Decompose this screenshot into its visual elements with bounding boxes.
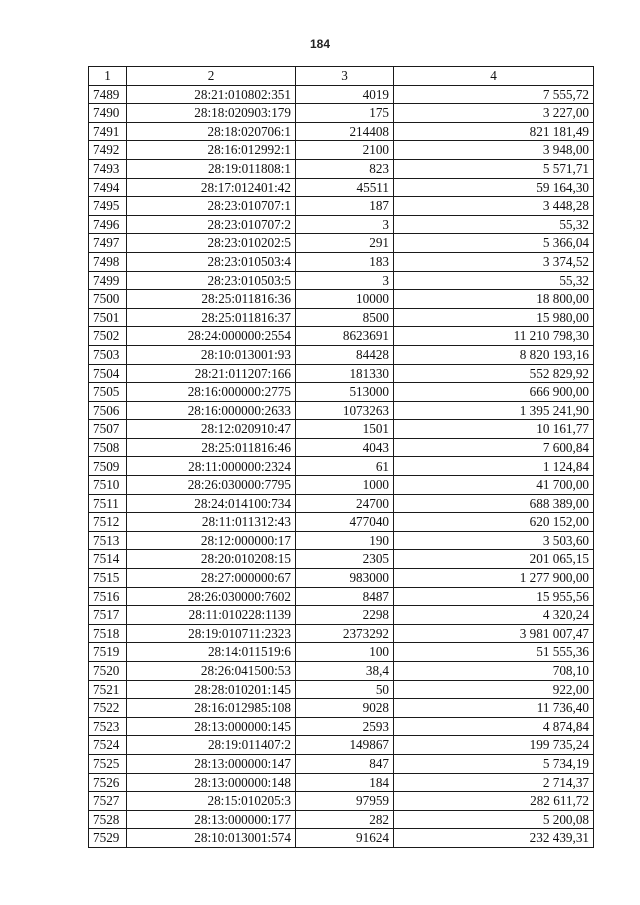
table-row	[89, 829, 594, 848]
row-number: 7492	[89, 141, 127, 160]
table-row	[89, 85, 594, 104]
cost-value: 282 611,72	[394, 792, 594, 811]
header-col-3: 3	[296, 67, 394, 86]
cost-value: 3 503,60	[394, 531, 594, 550]
cadastral-number: 28:21:011207:166	[127, 364, 296, 383]
cost-value: 8 820 193,16	[394, 345, 594, 364]
cost-value: 3 448,28	[394, 197, 594, 216]
cadastral-number: 28:20:010208:15	[127, 550, 296, 569]
area-value: 4019	[296, 85, 394, 104]
cadastral-number: 28:16:012985:108	[127, 699, 296, 718]
cadastral-number: 28:12:000000:17	[127, 531, 296, 550]
table-row	[89, 494, 594, 513]
row-number: 7491	[89, 122, 127, 141]
row-number: 7519	[89, 643, 127, 662]
header-col-4: 4	[394, 67, 594, 86]
area-value: 3	[296, 215, 394, 234]
table-row	[89, 736, 594, 755]
row-number: 7529	[89, 829, 127, 848]
row-number: 7493	[89, 159, 127, 178]
cadastral-number: 28:13:000000:145	[127, 717, 296, 736]
area-value: 8623691	[296, 327, 394, 346]
cost-value: 1 277 900,00	[394, 569, 594, 588]
row-number: 7509	[89, 457, 127, 476]
cadastral-number: 28:16:012992:1	[127, 141, 296, 160]
table-row	[89, 271, 594, 290]
table-row	[89, 141, 594, 160]
table-row	[89, 104, 594, 123]
table-row	[89, 680, 594, 699]
table-row	[89, 438, 594, 457]
cadastral-number: 28:10:013001:93	[127, 345, 296, 364]
row-number: 7514	[89, 550, 127, 569]
page-number: 184	[309, 37, 331, 51]
area-value: 214408	[296, 122, 394, 141]
table-row	[89, 587, 594, 606]
cost-value: 18 800,00	[394, 290, 594, 309]
area-value: 100	[296, 643, 394, 662]
cost-value: 55,32	[394, 215, 594, 234]
area-value: 9028	[296, 699, 394, 718]
cost-value: 201 065,15	[394, 550, 594, 569]
table-row	[89, 792, 594, 811]
area-value: 2373292	[296, 624, 394, 643]
table-row	[89, 308, 594, 327]
table-row	[89, 364, 594, 383]
cost-value: 7 600,84	[394, 438, 594, 457]
area-value: 1000	[296, 476, 394, 495]
area-value: 1073263	[296, 401, 394, 420]
cadastral-number: 28:19:011808:1	[127, 159, 296, 178]
table-row	[89, 531, 594, 550]
cadastral-number: 28:27:000000:67	[127, 569, 296, 588]
cadastral-number: 28:28:010201:145	[127, 680, 296, 699]
table-row	[89, 606, 594, 625]
cadastral-number: 28:25:011816:36	[127, 290, 296, 309]
table-row	[89, 810, 594, 829]
table-row	[89, 290, 594, 309]
table-row	[89, 327, 594, 346]
cost-value: 821 181,49	[394, 122, 594, 141]
cadastral-number: 28:23:010503:5	[127, 271, 296, 290]
cost-value: 15 980,00	[394, 308, 594, 327]
area-value: 24700	[296, 494, 394, 513]
table-row	[89, 401, 594, 420]
row-number: 7506	[89, 401, 127, 420]
row-number: 7498	[89, 252, 127, 271]
area-value: 823	[296, 159, 394, 178]
cost-value: 7 555,72	[394, 85, 594, 104]
row-number: 7490	[89, 104, 127, 123]
cost-value: 666 900,00	[394, 383, 594, 402]
cost-value: 55,32	[394, 271, 594, 290]
area-value: 50	[296, 680, 394, 699]
table-row	[89, 773, 594, 792]
row-number: 7523	[89, 717, 127, 736]
cost-value: 199 735,24	[394, 736, 594, 755]
table-row	[89, 122, 594, 141]
row-number: 7524	[89, 736, 127, 755]
area-value: 2100	[296, 141, 394, 160]
area-value: 2298	[296, 606, 394, 625]
cadastral-number: 28:23:010202:5	[127, 234, 296, 253]
cost-value: 3 981 007,47	[394, 624, 594, 643]
table-row	[89, 717, 594, 736]
cadastral-number: 28:18:020903:179	[127, 104, 296, 123]
area-value: 847	[296, 754, 394, 773]
area-value: 84428	[296, 345, 394, 364]
table-row	[89, 662, 594, 681]
area-value: 190	[296, 531, 394, 550]
row-number: 7512	[89, 513, 127, 532]
cost-value: 3 374,52	[394, 252, 594, 271]
table-row	[89, 178, 594, 197]
row-number: 7510	[89, 476, 127, 495]
table-row	[89, 550, 594, 569]
cost-value: 5 571,71	[394, 159, 594, 178]
row-number: 7495	[89, 197, 127, 216]
area-value: 91624	[296, 829, 394, 848]
area-value: 8500	[296, 308, 394, 327]
area-value: 184	[296, 773, 394, 792]
row-number: 7501	[89, 308, 127, 327]
row-number: 7504	[89, 364, 127, 383]
cost-value: 5 200,08	[394, 810, 594, 829]
row-number: 7517	[89, 606, 127, 625]
row-number: 7503	[89, 345, 127, 364]
cadastral-number: 28:11:011312:43	[127, 513, 296, 532]
area-value: 183	[296, 252, 394, 271]
cost-value: 51 555,36	[394, 643, 594, 662]
area-value: 45511	[296, 178, 394, 197]
cadastral-number: 28:15:010205:3	[127, 792, 296, 811]
table-row	[89, 643, 594, 662]
area-value: 181330	[296, 364, 394, 383]
row-number: 7489	[89, 85, 127, 104]
table-row	[89, 215, 594, 234]
cost-value: 4 320,24	[394, 606, 594, 625]
cost-value: 5 366,04	[394, 234, 594, 253]
cost-value: 688 389,00	[394, 494, 594, 513]
row-number: 7500	[89, 290, 127, 309]
cost-value: 4 874,84	[394, 717, 594, 736]
row-number: 7520	[89, 662, 127, 681]
cost-value: 2 714,37	[394, 773, 594, 792]
cadastral-number: 28:24:000000:2554	[127, 327, 296, 346]
header-row	[89, 67, 594, 86]
cadastral-number: 28:18:020706:1	[127, 122, 296, 141]
cadastral-number: 28:25:011816:46	[127, 438, 296, 457]
cost-value: 10 161,77	[394, 420, 594, 439]
table-row	[89, 159, 594, 178]
cadastral-number: 28:13:000000:147	[127, 754, 296, 773]
cost-value: 708,10	[394, 662, 594, 681]
cost-value: 5 734,19	[394, 754, 594, 773]
table-row	[89, 457, 594, 476]
cost-value: 3 948,00	[394, 141, 594, 160]
area-value: 983000	[296, 569, 394, 588]
area-value: 2593	[296, 717, 394, 736]
header-col-2: 2	[127, 67, 296, 86]
table-row	[89, 624, 594, 643]
row-number: 7499	[89, 271, 127, 290]
cadastral-number: 28:16:000000:2775	[127, 383, 296, 402]
row-number: 7518	[89, 624, 127, 643]
row-number: 7521	[89, 680, 127, 699]
cadastral-number: 28:11:000000:2324	[127, 457, 296, 476]
cost-value: 552 829,92	[394, 364, 594, 383]
table-row	[89, 699, 594, 718]
area-value: 2305	[296, 550, 394, 569]
cadastral-number: 28:19:010711:2323	[127, 624, 296, 643]
table-row	[89, 383, 594, 402]
row-number: 7496	[89, 215, 127, 234]
row-number: 7527	[89, 792, 127, 811]
table-row	[89, 234, 594, 253]
table-row	[89, 252, 594, 271]
row-number: 7511	[89, 494, 127, 513]
row-number: 7494	[89, 178, 127, 197]
area-value: 291	[296, 234, 394, 253]
row-number: 7525	[89, 754, 127, 773]
table-row	[89, 476, 594, 495]
table-body	[89, 85, 594, 847]
cost-value: 11 210 798,30	[394, 327, 594, 346]
cost-value: 1 124,84	[394, 457, 594, 476]
cadastral-number: 28:21:010802:351	[127, 85, 296, 104]
table-row	[89, 513, 594, 532]
cadastral-number: 28:17:012401:42	[127, 178, 296, 197]
row-number: 7526	[89, 773, 127, 792]
area-value: 175	[296, 104, 394, 123]
cadastral-number: 28:26:030000:7602	[127, 587, 296, 606]
cost-value: 232 439,31	[394, 829, 594, 848]
area-value: 97959	[296, 792, 394, 811]
row-number: 7507	[89, 420, 127, 439]
cost-value: 15 955,56	[394, 587, 594, 606]
area-value: 38,4	[296, 662, 394, 681]
row-number: 7508	[89, 438, 127, 457]
area-value: 4043	[296, 438, 394, 457]
cadastral-number: 28:23:010707:2	[127, 215, 296, 234]
cadastral-number: 28:25:011816:37	[127, 308, 296, 327]
area-value: 10000	[296, 290, 394, 309]
header-col-1: 1	[89, 67, 127, 86]
area-value: 3	[296, 271, 394, 290]
area-value: 477040	[296, 513, 394, 532]
cost-value: 922,00	[394, 680, 594, 699]
area-value: 187	[296, 197, 394, 216]
row-number: 7528	[89, 810, 127, 829]
cadastral-number: 28:24:014100:734	[127, 494, 296, 513]
area-value: 149867	[296, 736, 394, 755]
cadastral-number: 28:23:010707:1	[127, 197, 296, 216]
cadastral-number: 28:14:011519:6	[127, 643, 296, 662]
table-header	[89, 67, 594, 86]
cadastral-number: 28:13:000000:148	[127, 773, 296, 792]
cadastral-number: 28:11:010228:1139	[127, 606, 296, 625]
area-value: 61	[296, 457, 394, 476]
cost-value: 1 395 241,90	[394, 401, 594, 420]
table-row	[89, 197, 594, 216]
cadastral-number: 28:26:030000:7795	[127, 476, 296, 495]
area-value: 282	[296, 810, 394, 829]
row-number: 7515	[89, 569, 127, 588]
cost-value: 11 736,40	[394, 699, 594, 718]
area-value: 513000	[296, 383, 394, 402]
cadastral-number: 28:12:020910:47	[127, 420, 296, 439]
row-number: 7502	[89, 327, 127, 346]
cost-value: 620 152,00	[394, 513, 594, 532]
area-value: 8487	[296, 587, 394, 606]
cost-value: 59 164,30	[394, 178, 594, 197]
table-row	[89, 754, 594, 773]
row-number: 7516	[89, 587, 127, 606]
cadastral-number: 28:19:011407:2	[127, 736, 296, 755]
cost-value: 3 227,00	[394, 104, 594, 123]
cadastral-number: 28:16:000000:2633	[127, 401, 296, 420]
row-number: 7505	[89, 383, 127, 402]
row-number: 7522	[89, 699, 127, 718]
cadastral-table	[88, 66, 594, 848]
cadastral-number: 28:26:041500:53	[127, 662, 296, 681]
cadastral-number: 28:23:010503:4	[127, 252, 296, 271]
cadastral-number: 28:10:013001:574	[127, 829, 296, 848]
table-row	[89, 569, 594, 588]
row-number: 7513	[89, 531, 127, 550]
area-value: 1501	[296, 420, 394, 439]
cost-value: 41 700,00	[394, 476, 594, 495]
cadastral-number: 28:13:000000:177	[127, 810, 296, 829]
table-row	[89, 345, 594, 364]
table-row	[89, 420, 594, 439]
row-number: 7497	[89, 234, 127, 253]
